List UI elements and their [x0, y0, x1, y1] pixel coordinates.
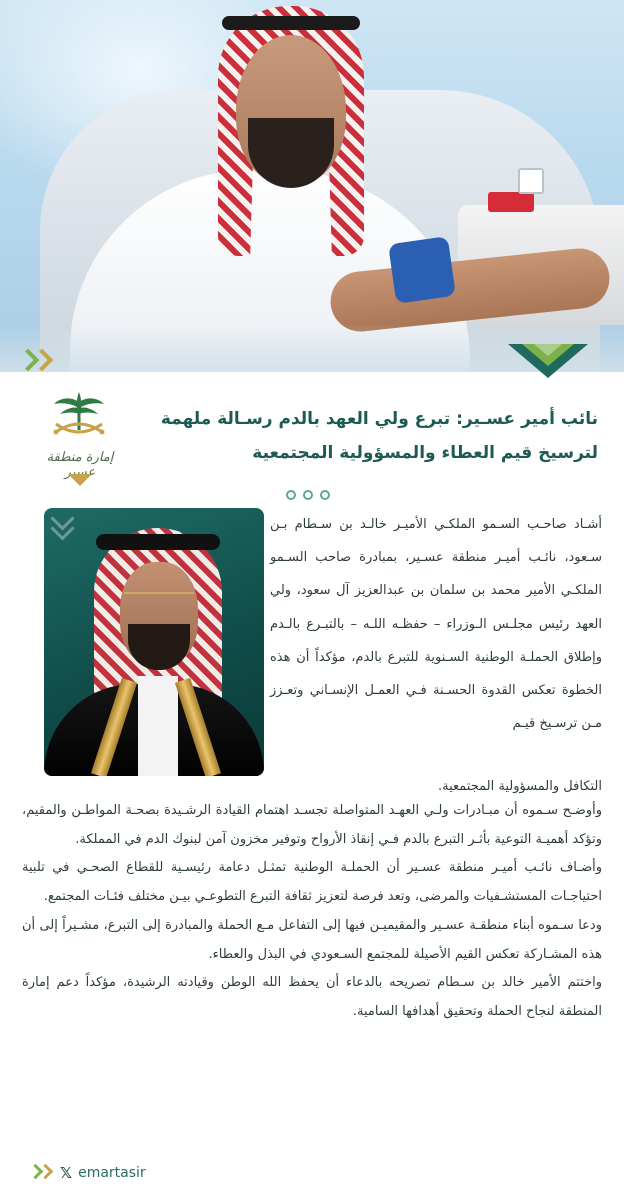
ring-icon — [320, 490, 330, 500]
sample-vial — [518, 168, 544, 194]
lead-paragraph: أشـاد صاحـب السـمو الملكـي الأميـر خالـد بن سـطام بـن سـعود، نائـب أميـر منطقة عسـير، بمبادرة صاحب السـمو الملكـي الأمير محمد بن سلمان بن عبدالعزيز آل سعود، ولي العهد رئيس مجلـس الـوزراء – حفظـه اللـه – بالتبـرع بالـدم وإطلاق الحملـة الوطنية السـنوية للتبرع بالدم، مؤكداً أن هذه الخطوة تعكس القدوة الحسـنة فـي العمـل الإنسـاني وتعـزز مـن ترسـيخ قيـم — [270, 517, 602, 732]
portrait-photo — [44, 508, 264, 776]
headline — [128, 402, 598, 470]
lead-paragraph-end: التكافل والمسؤولية المجتمعية. — [438, 779, 602, 794]
ring-icon — [286, 490, 296, 500]
portrait-glasses — [124, 592, 194, 608]
portrait-thobe — [138, 676, 178, 776]
emblem-caption: إمارة منطقة عسير — [46, 450, 114, 480]
article-body — [22, 797, 602, 1027]
social-handle: emartasir — [78, 1165, 146, 1181]
dots-divider — [286, 490, 330, 500]
portrait-agal — [96, 534, 220, 550]
hero-photo — [0, 0, 624, 372]
blood-pressure-cuff — [388, 236, 456, 304]
social-handle-link[interactable] — [60, 1164, 146, 1182]
blood-collection-device — [488, 192, 534, 212]
x-logo-icon: 𝕏 — [60, 1164, 73, 1182]
paragraph-5: واختتم الأمير خالد بن سـطام تصريحه بالدعاء أن يحفظ الله الوطن وقيادته الرشيدة، مؤكداً دعم إمارة المنطقة لنجاح الحملة وتحقيق أهدافها السامية. — [22, 975, 602, 1019]
paragraph-4: ودعا سـموه أبناء منطقـة عسـير والمقيميـن فيها إلى التفاعل مـع الحملة والمبادرة إلى التبرع، مشـيراً إلى أن هذه المشـاركة تعكس القيم الأصيلة للمجتمع السـعودي في البذل والعطاء. — [22, 917, 602, 962]
paragraph-2: وأوضـح سـموه أن مبـادرات ولـي العهـد المتواصلة تجسـد اهتمام القيادة الرشـيدة بصحـة المواطـن والمقيم، وتؤكد أهميـة التوعية بأثـر التبرع بالدم فـي إنقاذ الأرواح وتوفير مخزون آمن لبنوك الدم في المملكة. — [22, 803, 602, 847]
palm-swords-emblem-icon — [46, 386, 112, 448]
ring-icon — [303, 490, 313, 500]
notch-triangle-icon — [508, 344, 588, 384]
down-triangle-icon — [68, 474, 92, 486]
agal — [222, 16, 360, 30]
headline-line-2: لترسيخ قيم العطاء والمسؤولية المجتمعية — [252, 443, 598, 463]
headline-line-1: نائب أمير عسـير: تبرع ولي العهد بالدم رسـالة ملهمة — [160, 409, 598, 429]
article-lead — [270, 508, 602, 740]
paragraph-3: وأضـاف نائـب أميـر منطقة عسـير أن الحملـة الوطنية تمثـل دعامة رئيسـية للقطاع الصحـي في تلبية احتياجـات المستشـفيات والمرضى، وتعد فرصة لتعزيز ثقافة التبرع التطوعـي بيـن مختلف فئـات المجتمع. — [22, 860, 602, 905]
